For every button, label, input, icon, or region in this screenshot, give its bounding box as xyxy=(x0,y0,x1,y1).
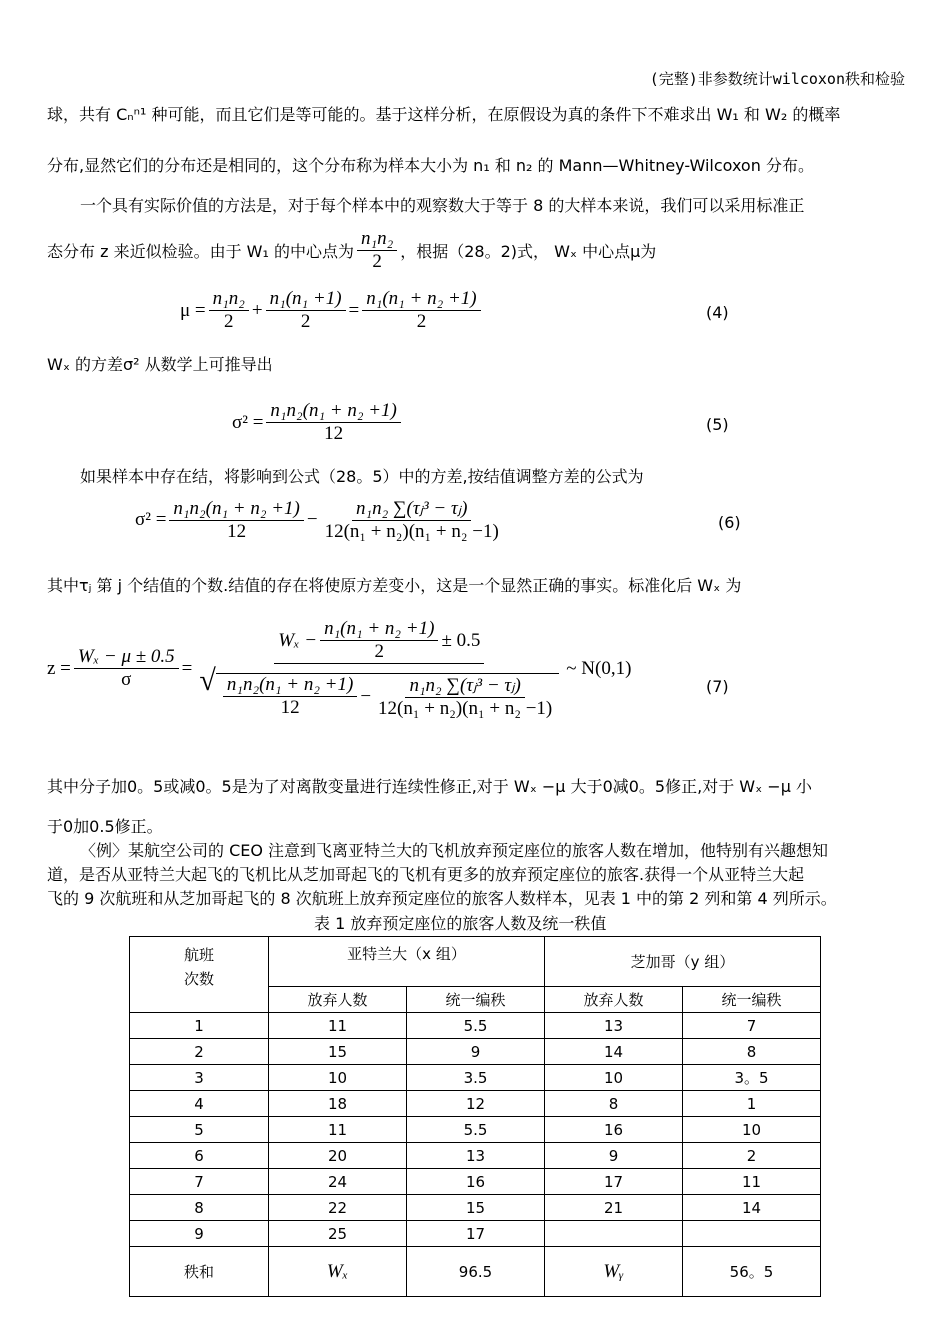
table-cell xyxy=(545,1221,683,1247)
table-cell: 14 xyxy=(545,1039,683,1065)
main-fraction xyxy=(195,618,563,720)
header-atlanta: 亚特兰大（x 组） xyxy=(269,937,545,987)
paragraph-line: 其中τⱼ 第 j 个结值的个数.结值的存在将使原方差变小，这是一个显然正确的事实。标准化后 Wₓ 为 xyxy=(47,576,742,595)
fraction xyxy=(374,674,556,720)
numerator: n₁(n₁ +1) xyxy=(266,288,346,311)
table-cell: 7 xyxy=(683,1013,821,1039)
numerator: n₁n₂ ∑(τⱼ³ − τⱼ) xyxy=(352,497,471,521)
table-cell: 24 xyxy=(269,1169,407,1195)
table-cell: 21 xyxy=(545,1195,683,1221)
table-cell: 17 xyxy=(545,1169,683,1195)
paragraph-line: 一个具有实际价值的方法是，对于每个样本中的观察数大于等于 8 的大样本来说，我们可以采用标准正 xyxy=(80,196,805,215)
term: Wₓ − xyxy=(278,629,318,651)
numerator xyxy=(274,618,484,664)
denominator: 12(n₁ + n₂)(n₁ + n₂ −1) xyxy=(378,697,553,719)
table-cell: 8 xyxy=(130,1195,269,1221)
subheader: 放弃人数 xyxy=(545,987,683,1013)
table-cell: 13 xyxy=(407,1143,545,1169)
fraction xyxy=(266,288,346,333)
sum-label: 秩和 xyxy=(130,1247,269,1297)
numerator: n₁n₂(n₁ + n₂ +1) xyxy=(223,674,357,697)
data-table xyxy=(129,936,821,1297)
table-cell: 3.5 xyxy=(407,1065,545,1091)
radicand xyxy=(216,673,559,720)
eq-lhs: μ = xyxy=(180,299,206,321)
table-cell: 7 xyxy=(130,1169,269,1195)
table-cell: 14 xyxy=(683,1195,821,1221)
eq-lhs: σ² = xyxy=(232,411,264,433)
denominator: 2 xyxy=(300,311,311,332)
table-cell: 20 xyxy=(269,1143,407,1169)
text: ，根据（28。2)式， Wₓ 中心点μ为 xyxy=(400,242,657,261)
eq-lhs: z = xyxy=(47,657,71,679)
table-cell: 6 xyxy=(130,1143,269,1169)
fraction xyxy=(321,497,503,543)
operator: = xyxy=(181,657,193,679)
table-cell: 5 xyxy=(130,1117,269,1143)
table-cell: 5.5 xyxy=(407,1117,545,1143)
operator: − xyxy=(306,509,318,530)
table-row xyxy=(130,1091,821,1117)
equation-number: (5) xyxy=(706,415,729,434)
fraction xyxy=(357,228,397,273)
table-cell: 9 xyxy=(545,1143,683,1169)
paragraph-line: 球，共有 Cₙⁿ¹ 种可能，而且它们是等可能的。基于这样分析，在原假设为真的条件下不难求出 W₁ 和 W₂ 的概率 xyxy=(47,105,841,124)
term: ± 0.5 xyxy=(441,629,481,651)
numerator: n₁(n₁ + n₂ +1) xyxy=(362,288,480,311)
table-cell: 25 xyxy=(269,1221,407,1247)
table-row xyxy=(130,1117,821,1143)
table-cell: 11 xyxy=(269,1013,407,1039)
numerator: n₁(n₁ + n₂ +1) xyxy=(320,618,438,641)
numerator: n₁n₂ xyxy=(209,288,249,311)
text: 态分布 z 来近似检验。由于 W₁ 的中心点为 xyxy=(47,242,354,261)
operator: − xyxy=(360,685,372,707)
table-cell: 11 xyxy=(683,1169,821,1195)
fraction xyxy=(362,288,480,333)
table-cell: 2 xyxy=(130,1039,269,1065)
paragraph-line xyxy=(47,228,656,273)
fraction xyxy=(266,400,400,445)
table-cell: 10 xyxy=(683,1117,821,1143)
numerator: n₁n₂(n₁ + n₂ +1) xyxy=(266,400,400,423)
table-cell: 9 xyxy=(407,1039,545,1065)
paragraph-line: 飞的 9 次航班和从芝加哥起飞的 8 次航班上放弃预定座位的旅客人数样本，见表 1 中的第 2 列和第 4 列所示。 xyxy=(47,889,837,908)
fraction xyxy=(209,288,249,333)
table-row xyxy=(130,1039,821,1065)
denominator: 2 xyxy=(416,311,427,332)
table-cell: 22 xyxy=(269,1195,407,1221)
numerator: n₁n₂ ∑(τⱼ³ − τⱼ) xyxy=(405,674,524,698)
equation-number: (4) xyxy=(706,303,729,322)
subheader: 统一编秩 xyxy=(683,987,821,1013)
denominator: 12 xyxy=(280,697,300,718)
table-caption: 表 1 放弃预定座位的旅客人数及统一秩值 xyxy=(314,914,607,933)
eq-lhs: σ² = xyxy=(135,509,167,530)
fraction xyxy=(74,646,179,691)
denominator xyxy=(195,664,563,720)
operator: = xyxy=(348,299,360,321)
denominator: σ xyxy=(121,669,132,691)
table-cell: 3 xyxy=(130,1065,269,1091)
numerator: Wₓ − μ ± 0.5 xyxy=(74,646,179,669)
table-row xyxy=(130,1195,821,1221)
table-cell: 17 xyxy=(407,1221,545,1247)
sum-symbol: Wᵧ xyxy=(545,1247,683,1297)
equation-6 xyxy=(135,497,506,543)
paragraph-line: 如果样本中存在结，将影响到公式（28。5）中的方差,按结值调整方差的公式为 xyxy=(80,467,644,486)
sum-value: 96.5 xyxy=(407,1247,545,1297)
paragraph-line: Wₓ 的方差σ² 从数学上可推导出 xyxy=(47,355,273,374)
table-cell: 2 xyxy=(683,1143,821,1169)
equation-number: (7) xyxy=(706,677,729,696)
fraction xyxy=(320,618,438,663)
table-cell: 1 xyxy=(683,1091,821,1117)
table-cell: 11 xyxy=(269,1117,407,1143)
paragraph-line: 其中分子加0。5或减0。5是为了对离散变量进行连续性修正,对于 Wₓ −μ 大于0减0。5修正,对于 Wₓ −μ 小 xyxy=(47,777,812,796)
eq-tail: ~ N(0,1) xyxy=(566,657,632,679)
equation-number: (6) xyxy=(718,513,741,532)
table-cell: 15 xyxy=(269,1039,407,1065)
table-cell: 5.5 xyxy=(407,1013,545,1039)
fraction xyxy=(223,674,357,719)
table-cell: 3。5 xyxy=(683,1065,821,1091)
denominator: 2 xyxy=(372,251,382,272)
table-row xyxy=(130,1013,821,1039)
sqrt-icon: √ xyxy=(199,664,216,697)
equation-7 xyxy=(47,618,631,720)
table-cell: 18 xyxy=(269,1091,407,1117)
denominator: 2 xyxy=(224,311,234,332)
table-cell: 9 xyxy=(130,1221,269,1247)
table-cell: 13 xyxy=(545,1013,683,1039)
equation-5 xyxy=(232,400,404,445)
denominator: 2 xyxy=(374,641,384,662)
paragraph-line: 分布,显然它们的分布还是相同的，这个分布称为样本大小为 n₁ 和 n₂ 的 Mann—Whitney-Wilcoxon 分布。 xyxy=(47,156,814,175)
denominator: 12 xyxy=(324,423,344,444)
table-cell: 16 xyxy=(545,1117,683,1143)
table-cell: 4 xyxy=(130,1091,269,1117)
denominator: 12 xyxy=(227,520,247,542)
table-cell: 16 xyxy=(407,1169,545,1195)
paragraph-line: 道，是否从亚特兰大起飞的飞机比从芝加哥起飞的飞机有更多的放弃预定座位的旅客.获得一个从亚特兰大起 xyxy=(47,865,805,884)
paragraph-line: 〈例〉某航空公司的 CEO 注意到飞离亚特兰大的飞机放弃预定座位的旅客人数在增加，他特别有兴趣想知 xyxy=(80,841,829,860)
table-row xyxy=(130,1169,821,1195)
paragraph-line: 于0加0.5修正。 xyxy=(47,817,163,836)
numerator: n₁n₂ xyxy=(357,228,397,251)
denominator: 12(n₁ + n₂)(n₁ + n₂ −1) xyxy=(324,521,499,542)
header-flight: 航班 次数 xyxy=(130,937,269,1013)
table-cell: 8 xyxy=(683,1039,821,1065)
table-cell: 12 xyxy=(407,1091,545,1117)
page-header: (完整)非参数统计wilcoxon秩和检验 xyxy=(649,70,905,88)
sum-value: 56。5 xyxy=(683,1247,821,1297)
table-row xyxy=(130,1065,821,1091)
table-cell: 15 xyxy=(407,1195,545,1221)
table-cell: 10 xyxy=(269,1065,407,1091)
operator: + xyxy=(251,299,263,321)
numerator: n₁n₂(n₁ + n₂ +1) xyxy=(169,498,303,521)
table-cell xyxy=(683,1221,821,1247)
subheader: 放弃人数 xyxy=(269,987,407,1013)
header-chicago: 芝加哥（y 组） xyxy=(545,937,821,987)
table-row xyxy=(130,1143,821,1169)
fraction xyxy=(169,498,303,543)
sum-symbol: Wₓ xyxy=(269,1247,407,1297)
table-cell: 8 xyxy=(545,1091,683,1117)
table-cell: 1 xyxy=(130,1013,269,1039)
equation-4 xyxy=(180,288,484,333)
subheader: 统一编秩 xyxy=(407,987,545,1013)
table-row xyxy=(130,1221,821,1247)
table-cell: 10 xyxy=(545,1065,683,1091)
